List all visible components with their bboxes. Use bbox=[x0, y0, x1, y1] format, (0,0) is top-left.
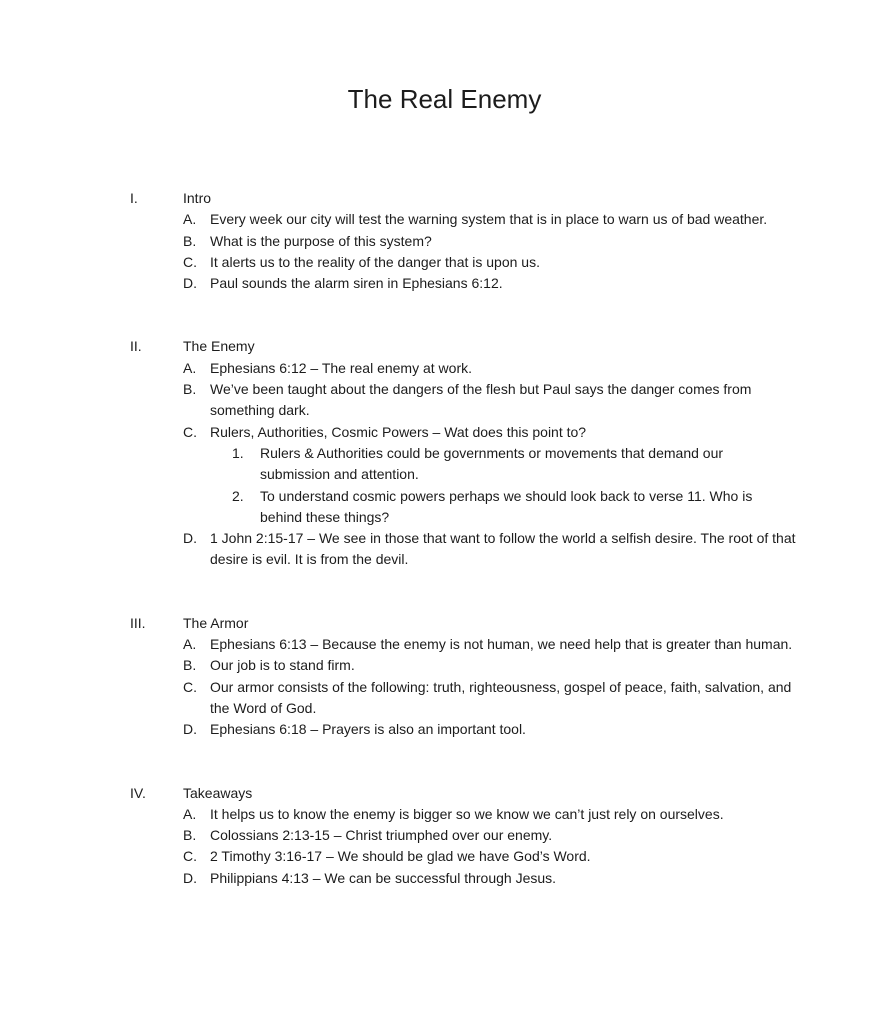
item-label: B. bbox=[183, 232, 197, 249]
section-numeral: I. bbox=[130, 190, 138, 206]
item-label: D. bbox=[183, 530, 197, 547]
item-text: Philippians 4:13 – We can be successful through Jesus. bbox=[210, 869, 557, 886]
subitem-label: 2. bbox=[232, 487, 244, 504]
outline-item bbox=[183, 846, 889, 867]
item-text: 1 John 2:15-17 – We see in those that want to follow the world a selfish desire. The root of that desire is evil. It is from the devil. bbox=[210, 530, 796, 568]
section-the-armor bbox=[130, 613, 889, 741]
outline-item bbox=[183, 825, 889, 846]
outline-item bbox=[183, 209, 889, 230]
outline bbox=[130, 188, 889, 889]
item-label: A. bbox=[183, 805, 197, 822]
outline-item bbox=[183, 677, 889, 720]
item-label: B. bbox=[183, 381, 197, 398]
item-text: 2 Timothy 3:16-17 – We should be glad we have God’s Word. bbox=[210, 848, 591, 865]
item-label: D. bbox=[183, 869, 197, 886]
item-text: It helps us to know the enemy is bigger so we know we can’t just rely on ourselves. bbox=[210, 805, 724, 822]
outline-item bbox=[183, 231, 889, 252]
item-label: C. bbox=[183, 253, 197, 270]
section-numeral: III. bbox=[130, 614, 146, 631]
outline-item bbox=[183, 528, 889, 571]
section-title: The Enemy bbox=[183, 338, 255, 355]
section-heading-row bbox=[130, 783, 889, 804]
outline-subitem bbox=[232, 486, 775, 529]
outline-item bbox=[183, 655, 889, 676]
item-label: B. bbox=[183, 827, 197, 844]
outline-item bbox=[183, 719, 889, 740]
section-the-enemy bbox=[130, 336, 889, 570]
section-heading-row bbox=[130, 188, 889, 209]
section-heading-row bbox=[130, 613, 889, 634]
section-items bbox=[183, 804, 889, 889]
item-label: B. bbox=[183, 657, 197, 674]
outline-item bbox=[183, 273, 889, 294]
item-text: What is the purpose of this system? bbox=[210, 232, 432, 249]
item-text: Ephesians 6:13 – Because the enemy is not human, we need help that is greater than human. bbox=[210, 636, 793, 653]
outline-subitem bbox=[232, 443, 775, 486]
document-title: The Real Enemy bbox=[347, 84, 542, 114]
item-text: Ephesians 6:12 – The real enemy at work. bbox=[210, 359, 473, 376]
item-text: Ephesians 6:18 – Prayers is also an important tool. bbox=[210, 721, 526, 738]
section-title: Intro bbox=[183, 190, 212, 206]
outline-item bbox=[183, 358, 889, 379]
section-heading-row bbox=[130, 336, 889, 357]
item-label: C. bbox=[183, 423, 197, 440]
outline-item bbox=[183, 868, 889, 889]
outline-item bbox=[183, 634, 889, 655]
outline-item bbox=[183, 379, 889, 422]
item-text: Every week our city will test the warning system that is in place to warn us of bad weather. bbox=[210, 211, 768, 228]
item-label: A. bbox=[183, 211, 197, 228]
item-text: Our job is to stand firm. bbox=[210, 657, 355, 674]
section-items bbox=[183, 358, 889, 571]
subitem-label: 1. bbox=[232, 444, 244, 461]
item-text: Colossians 2:13-15 – Christ triumphed over our enemy. bbox=[210, 827, 553, 844]
item-text: Rulers, Authorities, Cosmic Powers – Wat does this point to? bbox=[210, 423, 587, 440]
item-text: It alerts us to the reality of the danger that is upon us. bbox=[210, 253, 540, 270]
item-text: We’ve been taught about the dangers of the flesh but Paul says the danger comes from something dark. bbox=[210, 381, 752, 419]
section-takeaways bbox=[130, 783, 889, 889]
section-numeral: IV. bbox=[130, 784, 146, 801]
item-text: Our armor consists of the following: truth, righteousness, gospel of peace, faith, salvation, and the Word of God. bbox=[210, 678, 792, 716]
outline-item bbox=[183, 804, 889, 825]
subitem-text: To understand cosmic powers perhaps we should look back to verse 11. Who is behind these things? bbox=[260, 487, 753, 525]
item-label: D. bbox=[183, 721, 197, 738]
outline-item bbox=[183, 252, 889, 273]
sub-items bbox=[232, 443, 775, 528]
item-text: Paul sounds the alarm siren in Ephesians 6:12. bbox=[210, 275, 503, 292]
item-body bbox=[210, 422, 775, 528]
outline-item bbox=[183, 422, 889, 528]
subitem-text: Rulers & Authorities could be governments or movements that demand our submission and attention. bbox=[260, 444, 724, 483]
section-items bbox=[183, 209, 889, 294]
section-title: Takeaways bbox=[183, 784, 253, 801]
item-label: C. bbox=[183, 678, 197, 695]
item-label: D. bbox=[183, 275, 197, 292]
section-title: The Armor bbox=[183, 614, 249, 631]
section-numeral: II. bbox=[130, 338, 142, 355]
section-intro bbox=[130, 188, 889, 294]
section-items bbox=[183, 634, 889, 740]
item-label: A. bbox=[183, 636, 197, 653]
item-label: A. bbox=[183, 359, 197, 376]
item-label: C. bbox=[183, 848, 197, 865]
